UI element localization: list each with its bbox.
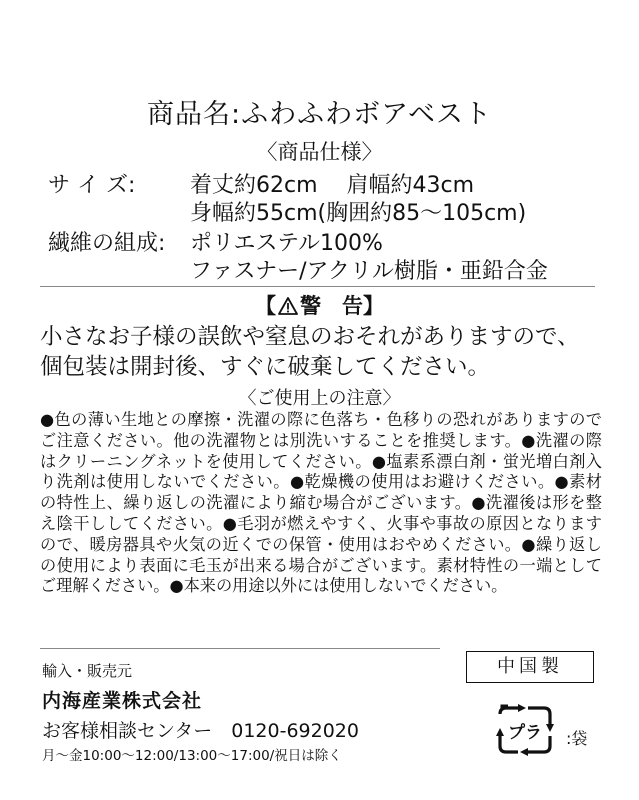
fiber-line-2: ファスナー/アクリル樹脂・亜鉛合金 — [190, 259, 548, 284]
fiber-label: 繊維の組成: — [48, 231, 166, 256]
warning-bracket-open: 【 — [255, 294, 276, 318]
product-title: 商品名:ふわふわボアベスト — [146, 99, 493, 130]
warning-text: 小さなお子様の誤飲や窒息のおそれがありますので、個包装は開封後、すぐに破棄してください。 — [40, 324, 580, 380]
size-label: サ イ ズ: — [48, 173, 136, 198]
pla-mark-text: プラ — [508, 723, 542, 743]
size-line-1: 着丈約62cm 肩幅約43cm — [190, 173, 475, 198]
size-line-2: 身幅約55cm(胸囲約85〜105cm) — [190, 201, 527, 226]
company-name: 内海産業株式会社 — [42, 690, 203, 712]
recycle-material: :袋 — [566, 729, 588, 748]
fiber-line-1: ポリエステル100% — [190, 231, 383, 256]
divider-bottom — [40, 648, 440, 649]
warning-triangle-icon — [278, 296, 298, 320]
warning-heading — [0, 290, 639, 320]
warning-bracket-close: 】 — [363, 294, 384, 318]
divider — [40, 286, 595, 287]
warning-label: 警 告 — [300, 294, 363, 318]
caution-body: ●色の薄い生地との摩擦・洗濯の際に色落ち・色移りの恐れがありますのでご注意ください。他の洗濯物とは別洗いすることを推奨します。●洗濯の際はクリーニングネットを使用してください。●塩素系漂白剤・蛍光増白剤入り洗剤は使用しないでください。●乾燥機の使用はお避けください。●素材の特性上、繰り返しの洗濯により縮む場合がございます。●洗濯後は形を整え陰干ししてください。●毛羽が燃えやすく、火事や事故の原因となりますので、暖房器具や火気の近くでの保管・使用はおやめください。●繰り返しの使用により表面に毛玉が出来る場合がございます。素材特性の一端としてご理解ください。●本来の用途以外には使用しないでください。 — [40, 410, 602, 596]
pla-recycle-icon — [494, 704, 556, 760]
caution-heading: 〈ご使用上の注意〉 — [238, 388, 401, 409]
importer-label: 輸入・販売元 — [42, 662, 133, 680]
country-of-origin: 中国製 — [466, 651, 594, 683]
support-line: お客様相談センター 0120-692020 — [42, 720, 359, 742]
spec-heading: 〈商品仕様〉 — [256, 140, 383, 164]
business-hours: 月〜金10:00〜12:00/13:00〜17:00/祝日は除く — [42, 748, 342, 764]
